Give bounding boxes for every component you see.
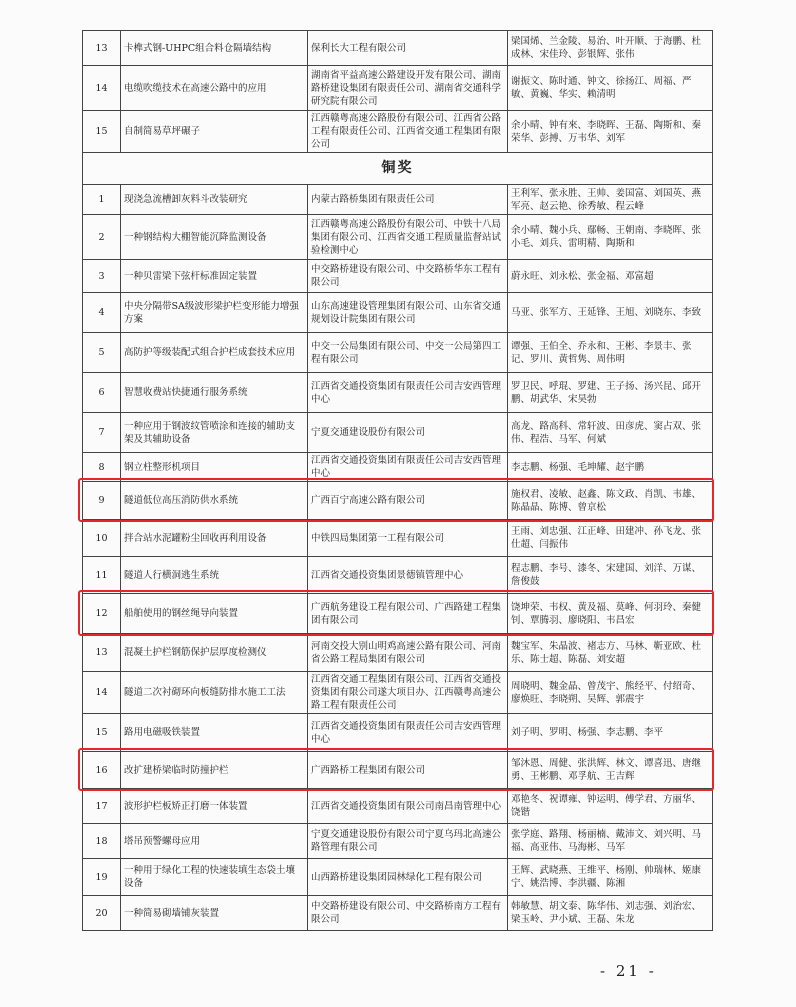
unit-name: 山西路桥建设集团园林绿化工程有限公司	[308, 859, 508, 896]
project-name: 隧道低位高压消防供水系统	[121, 482, 308, 520]
unit-name: 江西省交通投资集团有限责任公司吉安西管理中心	[308, 714, 508, 752]
row-number: 5	[83, 333, 121, 373]
participants: 王雨、刘忠强、江正峰、田建冲、孙飞龙、张仕超、闫振伟	[508, 520, 713, 557]
row-number: 16	[83, 752, 121, 789]
row-number: 14	[83, 66, 121, 111]
project-name: 船舶使用的钢丝绳导向装置	[121, 594, 308, 634]
table-row	[83, 714, 713, 752]
table-row	[83, 31, 713, 66]
table-row	[83, 185, 713, 215]
table-row	[83, 413, 713, 453]
project-name: 塔吊预警螺母应用	[121, 824, 308, 859]
row-number: 10	[83, 520, 121, 557]
table-row	[83, 215, 713, 260]
project-name: 隧道二次衬砌环向板缝防排水施工工法	[121, 672, 308, 714]
row-number: 3	[83, 260, 121, 293]
table-row	[83, 333, 713, 373]
participants: 饶坤荣、韦权、黄及福、莫峰、何羽玲、秦健钊、覃腾羽、廖晓阳、韦昌宏	[508, 594, 713, 634]
project-name: 钢立柱整形机项目	[121, 453, 308, 482]
project-name: 一种应用于钢波纹管喷涂和连接的辅助支架及其辅助设备	[121, 413, 308, 453]
row-number: 6	[83, 373, 121, 413]
participants: 施权君、凌敏、赵鑫、陈文政、肖凯、韦雄、陈晶晶、陈博、曾京松	[508, 482, 713, 520]
project-name: 改扩建桥梁临时防撞护栏	[121, 752, 308, 789]
unit-name: 广西航务建设工程有限公司、广西路建工程集团有限公司	[308, 594, 508, 634]
unit-name: 山东高速建设管理集团有限公司、山东省交通规划设计院集团有限公司	[308, 293, 508, 333]
page-number: - 21 -	[600, 962, 657, 980]
row-number: 19	[83, 859, 121, 896]
section-title: 铜奖	[83, 153, 713, 185]
participants: 余小晴、魏小兵、鄢畅、王朝南、李晓晖、张小毛、刘兵、雷明精、陶斯和	[508, 215, 713, 260]
table-row	[83, 896, 713, 931]
participants: 蔚永旺、刘永松、张金福、邓富超	[508, 260, 713, 293]
project-name: 高防护等级装配式组合护栏成套技术应用	[121, 333, 308, 373]
table-row	[83, 66, 713, 111]
unit-name: 江西赣粤高速公路股份有限公司、中铁十八局集团有限公司、江西省交通工程质量监督站试验检测中心	[308, 215, 508, 260]
participants: 余小晴、钟有來、李晓晖、王磊、陶斯和、秦荣华、彭搏、万韦华、刘军	[508, 111, 713, 153]
participants: 魏宝军、朱晶波、褚志方、马林、靳亚欧、杜乐、陈士超、陈磊、刘安超	[508, 634, 713, 672]
row-number: 4	[83, 293, 121, 333]
project-name: 中央分隔带SA级波形梁护栏变形能力增强方案	[121, 293, 308, 333]
participants: 李志鹏、杨强、毛坤耀、赵宇鹏	[508, 453, 713, 482]
project-name: 拌合站水泥罐粉尘回收再利用设备	[121, 520, 308, 557]
table-row	[83, 789, 713, 824]
unit-name: 宁夏交通建设股份有限公司宁夏乌玛北高速公路管理有限公司	[308, 824, 508, 859]
participants: 张学庭、路翔、杨丽楠、戴沛文、刘兴明、马福、高亚伟、马海彬、马军	[508, 824, 713, 859]
row-number: 13	[83, 634, 121, 672]
table-row	[83, 373, 713, 413]
participants: 邹沐恩、周健、张洪辉、林文、谭喜迅、唐继勇、王彬鹏、邓孚航、王吉辉	[508, 752, 713, 789]
unit-name: 广西路桥工程集团有限公司	[308, 752, 508, 789]
unit-name: 保利长大工程有限公司	[308, 31, 508, 66]
unit-name: 江西赣粤高速公路股份有限公司、江西省公路工程有限责任公司、江西省交通工程集团有限公司	[308, 111, 508, 153]
project-name: 自制简易草坪碾子	[121, 111, 308, 153]
participants: 谭强、王伯全、乔永和、王彬、李景丰、张记、罗川、黄哲隽、周伟明	[508, 333, 713, 373]
unit-name: 中铁四局集团第一工程有限公司	[308, 520, 508, 557]
row-number: 9	[83, 482, 121, 520]
row-number: 8	[83, 453, 121, 482]
unit-name: 江西省交通工程集团有限公司、江西省交通投资集团有限公司遂大项目办、江西赣粤高速公路工程有限责任公司	[308, 672, 508, 714]
table-row	[83, 594, 713, 634]
participants: 邓艳冬、祝谭雍、钟运明、傅学君、方丽华、饶锴	[508, 789, 713, 824]
row-number: 1	[83, 185, 121, 215]
project-name: 智慧收费站快捷通行服务系统	[121, 373, 308, 413]
unit-name: 内蒙古路桥集团有限责任公司	[308, 185, 508, 215]
participants: 谢振文、陈时通、钟文、徐扬江、周福、严敏、黄巍、华实、赖清明	[508, 66, 713, 111]
unit-name: 中交一公局集团有限公司、中交一公局第四工程有限公司	[308, 333, 508, 373]
table-row	[83, 672, 713, 714]
project-name: 路用电磁吸铁装置	[121, 714, 308, 752]
project-name: 电缆吹缆技术在高速公路中的应用	[121, 66, 308, 111]
row-number: 18	[83, 824, 121, 859]
project-name: 一种贝雷梁下弦杆标准固定装置	[121, 260, 308, 293]
project-name: 一种简易砌墙铺灰装置	[121, 896, 308, 931]
participants: 高龙、路高科、常轩波、田彦虎、窦占双、张伟、程浩、马军、何斌	[508, 413, 713, 453]
table-row	[83, 752, 713, 789]
project-name: 卡榫式钢-UHPC组合料仓隔墙结构	[121, 31, 308, 66]
unit-name: 河南交投大别山明鸡高速公路有限公司、河南省公路工程局集团有限公司	[308, 634, 508, 672]
row-number: 12	[83, 594, 121, 634]
participants: 刘子明、罗明、杨强、李志鹏、李平	[508, 714, 713, 752]
unit-name: 江西省交通投资集团有限责任公司吉安西管理中心	[308, 373, 508, 413]
participants: 周晓明、魏金晶、曾茂宇、熊经平、付绍奇、廖焕旺、李晓朔、吴辉、郭震宇	[508, 672, 713, 714]
table-row	[83, 557, 713, 594]
participants: 王辉、武晓燕、王维平、杨刚、帅瑞林、姬康宁、姚浩博、李洪疆、陈湘	[508, 859, 713, 896]
table-row	[83, 859, 713, 896]
table-row	[83, 453, 713, 482]
row-number: 17	[83, 789, 121, 824]
row-number: 11	[83, 557, 121, 594]
table-row	[83, 824, 713, 859]
row-number: 13	[83, 31, 121, 66]
project-name: 混凝土护栏钢筋保护层厚度检测仪	[121, 634, 308, 672]
participants: 罗卫民、呼琨、罗建、王子扬、汤兴昆、邱开鹏、胡武华、宋昊勃	[508, 373, 713, 413]
participants: 梁国烯、兰金陵、易治、叶开顺、于海鹏、杜成林、宋佳玲、彭银辉、张伟	[508, 31, 713, 66]
participants: 程志鹏、李号、漆冬、宋建国、刘洋、万谋、詹俊鼓	[508, 557, 713, 594]
unit-name: 中交路桥建设有限公司、中交路桥南方工程有限公司	[308, 896, 508, 931]
table-row	[83, 634, 713, 672]
row-number: 7	[83, 413, 121, 453]
row-number: 14	[83, 672, 121, 714]
row-number: 20	[83, 896, 121, 931]
project-name: 一种钢结构大棚智能沉降监测设备	[121, 215, 308, 260]
project-name: 一种用于绿化工程的快速装填生态袋土壤设备	[121, 859, 308, 896]
table-row	[83, 482, 713, 520]
project-name: 隧道人行横洞逃生系统	[121, 557, 308, 594]
unit-name: 江西省交通投资集团有限责任公司吉安西管理中心	[308, 453, 508, 482]
unit-name: 宁夏交通建设股份有限公司	[308, 413, 508, 453]
row-number: 15	[83, 111, 121, 153]
participants: 韩敏慧、胡文泰、陈华伟、刘志强、刘治宏、梁玉岭、尹小斌、王磊、朱龙	[508, 896, 713, 931]
unit-name: 湖南省平益高速公路建设开发有限公司、湖南路桥建设集团有限责任公司、湖南省交通科学研究院有限公司	[308, 66, 508, 111]
section-row	[83, 153, 713, 185]
table-row	[83, 293, 713, 333]
row-number: 2	[83, 215, 121, 260]
row-number: 15	[83, 714, 121, 752]
unit-name: 中交路桥建设有限公司、中交路桥华东工程有限公司	[308, 260, 508, 293]
participants: 马亚、张军方、王延锋、王旭、刘晓东、李致	[508, 293, 713, 333]
award-table	[82, 30, 713, 931]
participants: 王利军、张永胜、王帅、姜国富、刘国英、燕军亮、赵云艳、徐秀敏、程云峰	[508, 185, 713, 215]
unit-name: 江西省交通投资集团景德镇管理中心	[308, 557, 508, 594]
project-name: 现浇急流槽卸灰料斗改装研究	[121, 185, 308, 215]
table-row	[83, 111, 713, 153]
unit-name: 江西省交通投资集团有限公司南昌南管理中心	[308, 789, 508, 824]
table-row	[83, 260, 713, 293]
table-row	[83, 520, 713, 557]
project-name: 波形护栏板矫正打磨一体装置	[121, 789, 308, 824]
unit-name: 广西百宁高速公路有限公司	[308, 482, 508, 520]
